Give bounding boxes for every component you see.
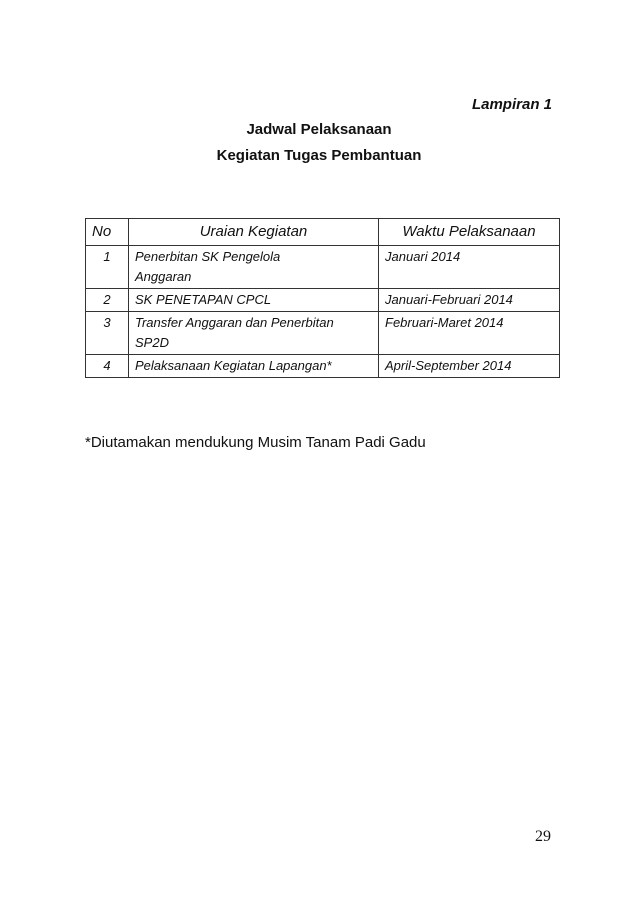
cell-no: 4 (86, 355, 129, 378)
footnote: *Diutamakan mendukung Musim Tanam Padi Gadu (85, 434, 426, 451)
cell-no: 1 (86, 246, 129, 289)
cell-no: 3 (86, 312, 129, 355)
schedule-table (85, 218, 560, 378)
column-header-no: No (86, 219, 129, 246)
cell-uraian (129, 312, 379, 355)
document-subtitle: Kegiatan Tugas Pembantuan (216, 147, 422, 164)
table-header-row (86, 219, 560, 246)
document-title: Jadwal Pelaksanaan (246, 121, 392, 138)
cell-waktu: Februari-Maret 2014 (379, 312, 560, 355)
table-row (86, 246, 560, 289)
cell-uraian (129, 246, 379, 289)
column-header-uraian: Uraian Kegiatan (129, 219, 379, 246)
cell-waktu: Januari 2014 (379, 246, 560, 289)
cell-uraian-line: Penerbitan SK Pengelola (135, 249, 281, 264)
cell-uraian-line: Transfer Anggaran dan Penerbitan (135, 315, 334, 330)
appendix-label: Lampiran 1 (471, 96, 552, 113)
page-number: 29 (535, 828, 551, 845)
table-row (86, 289, 560, 312)
column-header-waktu: Waktu Pelaksanaan (379, 219, 560, 246)
cell-no: 2 (86, 289, 129, 312)
table-row (86, 312, 560, 355)
cell-uraian (129, 289, 379, 312)
cell-uraian-line: SP2D (135, 335, 169, 350)
table-row (86, 355, 560, 378)
cell-waktu: April-September 2014 (379, 355, 560, 378)
cell-uraian-line: Anggaran (135, 269, 192, 284)
cell-uraian (129, 355, 379, 378)
cell-waktu: Januari-Februari 2014 (379, 289, 560, 312)
cell-uraian-line: SK PENETAPAN CPCL (135, 292, 272, 307)
cell-uraian-line: Pelaksanaan Kegiatan Lapangan* (135, 358, 332, 373)
